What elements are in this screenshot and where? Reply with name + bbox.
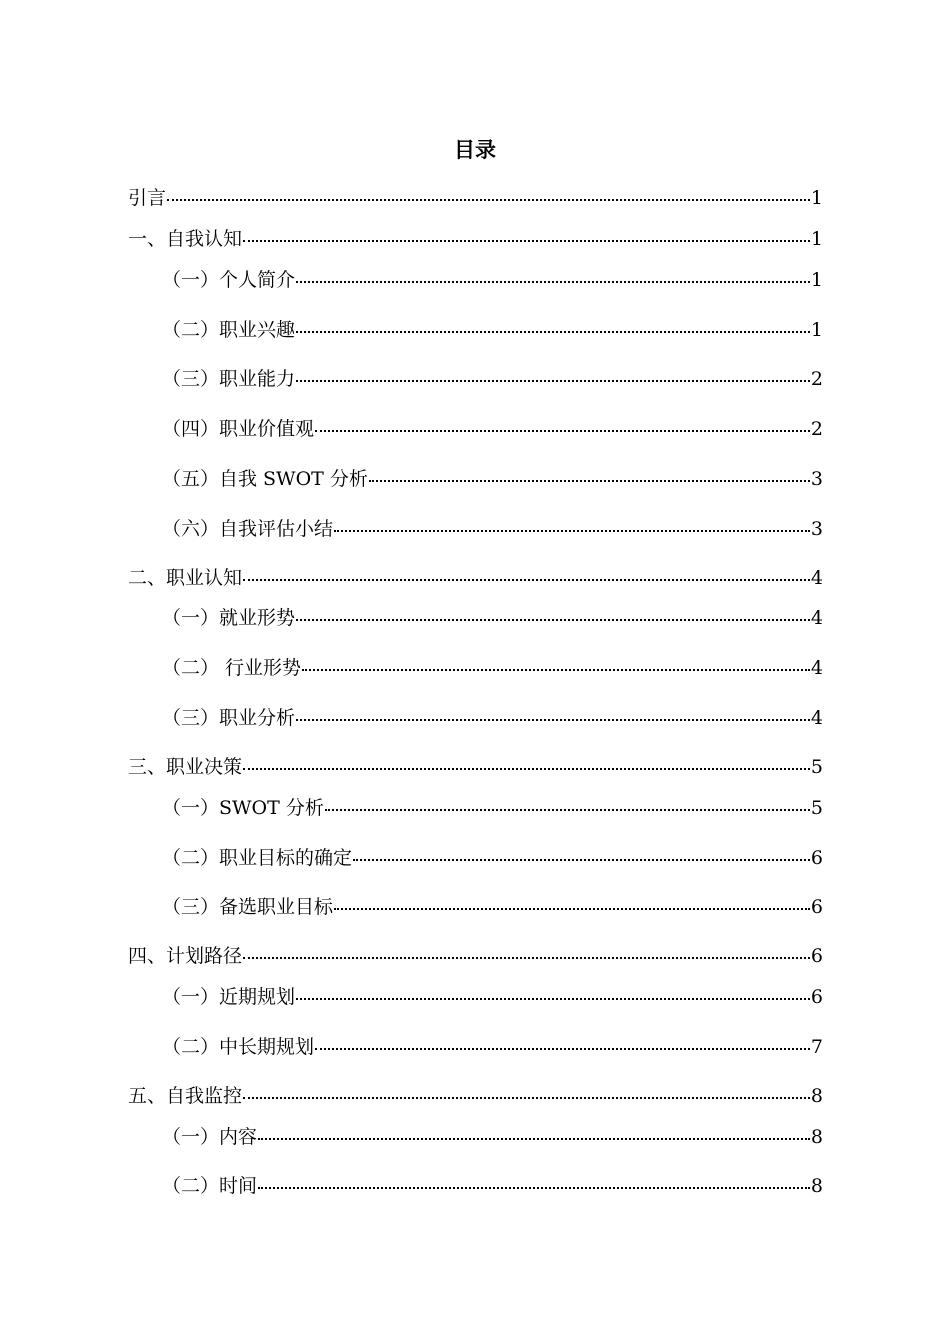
toc-entry-label: 一、自我认知: [128, 228, 243, 250]
toc-entry-label: （二）中长期规划: [162, 1036, 315, 1058]
toc-entry[interactable]: [162, 317, 823, 343]
toc-entry-page: 4: [810, 707, 823, 729]
toc-dot-leader: [243, 957, 810, 959]
toc-entry-label: （二）时间: [162, 1175, 258, 1197]
toc-entry-page: 4: [810, 657, 823, 679]
toc-dot-leader: [243, 768, 810, 770]
toc-entry-label: （一）内容: [162, 1126, 258, 1148]
toc-entry-label: 三、职业决策: [128, 756, 243, 778]
toc-dot-leader: [296, 619, 810, 621]
toc-entry-page: 1: [810, 187, 823, 209]
toc-entry[interactable]: [162, 605, 823, 631]
toc-dot-leader: [315, 430, 810, 432]
toc-entry-label: （三）职业能力: [162, 368, 296, 390]
toc-entry-label: （二）职业兴趣: [162, 319, 296, 341]
toc-dot-leader: [243, 579, 810, 581]
toc-entry[interactable]: [128, 185, 823, 211]
toc-entry[interactable]: [162, 845, 823, 871]
toc-entry-label: 引言: [128, 187, 167, 209]
toc-entry-label: 五、自我监控: [128, 1085, 243, 1107]
toc-dot-leader: [243, 1097, 810, 1099]
toc-entry-page: 4: [810, 607, 823, 629]
toc-entry-page: 6: [810, 945, 823, 967]
toc-dot-leader: [258, 1138, 810, 1140]
toc-entry-label: （三）职业分析: [162, 707, 296, 729]
toc-dot-leader: [167, 199, 810, 201]
toc-entry-label: （一）就业形势: [162, 607, 296, 629]
toc-dot-leader: [315, 1048, 810, 1050]
toc-dot-leader: [302, 669, 810, 671]
toc-entry-page: 6: [810, 896, 823, 918]
toc-entry-label: （一）近期规划: [162, 986, 296, 1008]
toc-entry[interactable]: [162, 466, 823, 492]
toc-entry[interactable]: [162, 894, 823, 920]
toc-entry[interactable]: [162, 267, 823, 293]
toc-entry-label: （二）职业目标的确定: [162, 847, 353, 869]
toc-entry[interactable]: [128, 754, 823, 780]
toc-entry-page: 3: [810, 468, 823, 490]
toc-dot-leader: [353, 859, 810, 861]
toc-entry[interactable]: [162, 795, 823, 821]
toc-entry-label: 二、职业认知: [128, 567, 243, 589]
toc-entry-label: 四、计划路径: [128, 945, 243, 967]
toc-entry-page: 8: [810, 1085, 823, 1107]
toc-entry[interactable]: [162, 1173, 823, 1199]
toc-entry-page: 4: [810, 567, 823, 589]
toc-dot-leader: [296, 380, 810, 382]
toc-entry-label: （一）SWOT 分析: [162, 797, 324, 819]
toc-entry[interactable]: [162, 1034, 823, 1060]
toc-entry[interactable]: [162, 1124, 823, 1150]
toc-dot-leader: [258, 1187, 810, 1189]
toc-entry-label: （二） 行业形势: [162, 657, 302, 679]
toc-entry-page: 7: [810, 1036, 823, 1058]
toc-entry-label: （五）自我 SWOT 分析: [162, 468, 368, 490]
toc-entry-label: （一）个人简介: [162, 269, 296, 291]
toc-entry[interactable]: [162, 366, 823, 392]
toc-entry-page: 1: [810, 269, 823, 291]
toc-entry-page: 6: [810, 847, 823, 869]
toc-entry[interactable]: [162, 516, 823, 542]
toc-entry-label: （三）备选职业目标: [162, 896, 334, 918]
toc-dot-leader: [325, 809, 810, 811]
toc-dot-leader: [334, 530, 810, 532]
toc-entry[interactable]: [162, 655, 823, 681]
toc-entry-page: 3: [810, 518, 823, 540]
toc-entry-page: 1: [810, 228, 823, 250]
toc-dot-leader: [296, 719, 810, 721]
toc-entry-page: 5: [810, 756, 823, 778]
toc-entry[interactable]: [128, 943, 823, 969]
toc-entry-page: 2: [810, 418, 823, 440]
toc-entry-label: （六）自我评估小结: [162, 518, 334, 540]
toc-entry[interactable]: [162, 416, 823, 442]
toc-dot-leader: [296, 331, 810, 333]
toc-dot-leader: [334, 908, 810, 910]
toc-entry-page: 8: [810, 1126, 823, 1148]
toc-dot-leader: [369, 480, 810, 482]
toc-entry-label: （四）职业价值观: [162, 418, 315, 440]
toc-entry-page: 8: [810, 1175, 823, 1197]
toc-entry-page: 6: [810, 986, 823, 1008]
toc-entry-page: 2: [810, 368, 823, 390]
toc-dot-leader: [296, 281, 810, 283]
toc-entry-page: 5: [810, 797, 823, 819]
toc-entry[interactable]: [128, 226, 823, 252]
toc-dot-leader: [243, 240, 810, 242]
toc-entry[interactable]: [128, 1083, 823, 1109]
page-title: 目录: [454, 137, 496, 162]
toc-dot-leader: [296, 998, 810, 1000]
toc-entry-page: 1: [810, 319, 823, 341]
toc-entry[interactable]: [128, 565, 823, 591]
toc-entry[interactable]: [162, 984, 823, 1010]
toc-entry[interactable]: [162, 705, 823, 731]
